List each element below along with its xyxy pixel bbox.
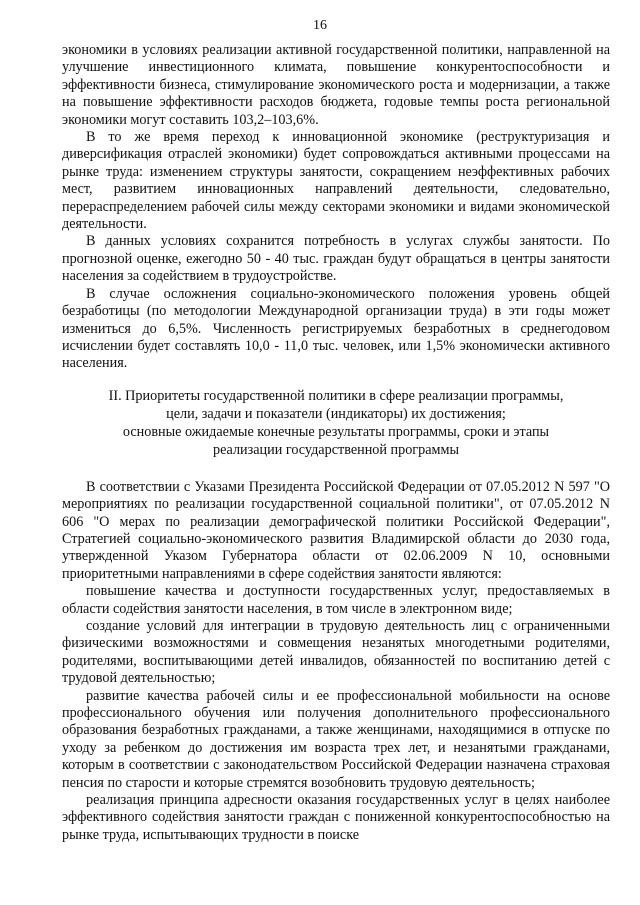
section-heading-line: цели, задачи и показатели (индикаторы) их достижения; (166, 405, 506, 422)
paragraph-continuation: экономики в условиях реализации активной государственной политики, направленной на улучшение инвестиционного климата, повышение конкурентоспособности и эффективности бизнеса, стимулирование экономического роста и модернизации, а также на повышение эффективности расходов бюджета, годовые темпы роста региональной экономики могут составить 103,2–103,6%. (62, 42, 610, 128)
section-heading-line: реализации государственной программы (212, 441, 460, 458)
page-number: 16 (313, 18, 327, 33)
section-heading-line: II. Приоритеты государственной политики в сфере реализации программы, (108, 387, 564, 404)
paragraph-employment-service-demand: В данных условиях сохранится потребность в услугах службы занятости. По прогнозной оценке, ежегодно 50 - 40 тыс. граждан будут обращаться в центры занятости населения за содействием в трудоустройстве. (62, 233, 610, 285)
list-item-workforce-mobility: развитие качества рабочей силы и ее профессиональной мобильности на основе профессионального обучения или получения дополнительного профессионального образования безработных гражданами, а также женщинами, находящимися в отпуске по уходу за ребенком до достижения им возраста трех лет, и незанятыми гражданами, которым в соответствии с законодательством Российской Федерации назначена страховая пенсия по старости и которые стремятся возобновить трудовую деятельность; (62, 687, 610, 791)
list-item-targeted-services: реализация принципа адресности оказания государственных услуг в целях наиболее эффективного содействия занятости граждан с пониженной конкурентоспособностью на рынке труда, испытывающих трудности в поиске (62, 792, 610, 843)
document-body (62, 42, 610, 844)
paragraph-presidential-decrees: В соответствии с Указами Президента Российской Федерации от 07.05.2012 N 597 "О мероприятиях по реализации государственной социальной политики", от 07.05.2012 N 606 "О мерах по реализации демографической политики Российской Федерации", Стратегией социально-экономического развития Владимирской области до 2030 года, утвержденной Указом Губернатора области от 02.06.2009 N 10, основными приоритетными направлениями в сфере содействия занятости являются: (62, 478, 610, 582)
paragraph-unemployment-forecast: В случае осложнения социально-экономического положения уровень общей безработицы (по методологии Международной организации труда) в эти годы может измениться до 6,5%. Численность регистрируемых безработных в среднегодовом исчислении будет составлять 10,0 - 11,0 тыс. человек, или 1,5% экономически активного населения. (62, 285, 610, 372)
list-item-service-quality: повышение качества и доступности государственных услуг, предоставляемых в области содействия занятости населения, в том числе в электронном виде; (62, 583, 610, 617)
section-heading-line: основные ожидаемые конечные результаты программы, сроки и этапы (122, 423, 550, 440)
list-item-disabled-integration: создание условий для интеграции в трудовую деятельность лиц с ограниченными физическими возможностями и совмещения незанятых многодетными родителями, родителями, воспитывающими детей инвалидов, обязанностей по воспитанию детей с трудовой деятельностью; (62, 617, 610, 687)
paragraph-innovation-transition: В то же время переход к инновационной экономике (реструктуризация и диверсификация отраслей экономики) будет сопровождаться активными процессами на рынке труда: изменением структуры занятости, сокращением неэффективных рабочих мест, развитием инновационных направлений деятельности, следовательно, перераспределением рабочей силы между секторами экономики и видами экономической деятельности. (62, 129, 610, 233)
section-heading (62, 387, 610, 459)
